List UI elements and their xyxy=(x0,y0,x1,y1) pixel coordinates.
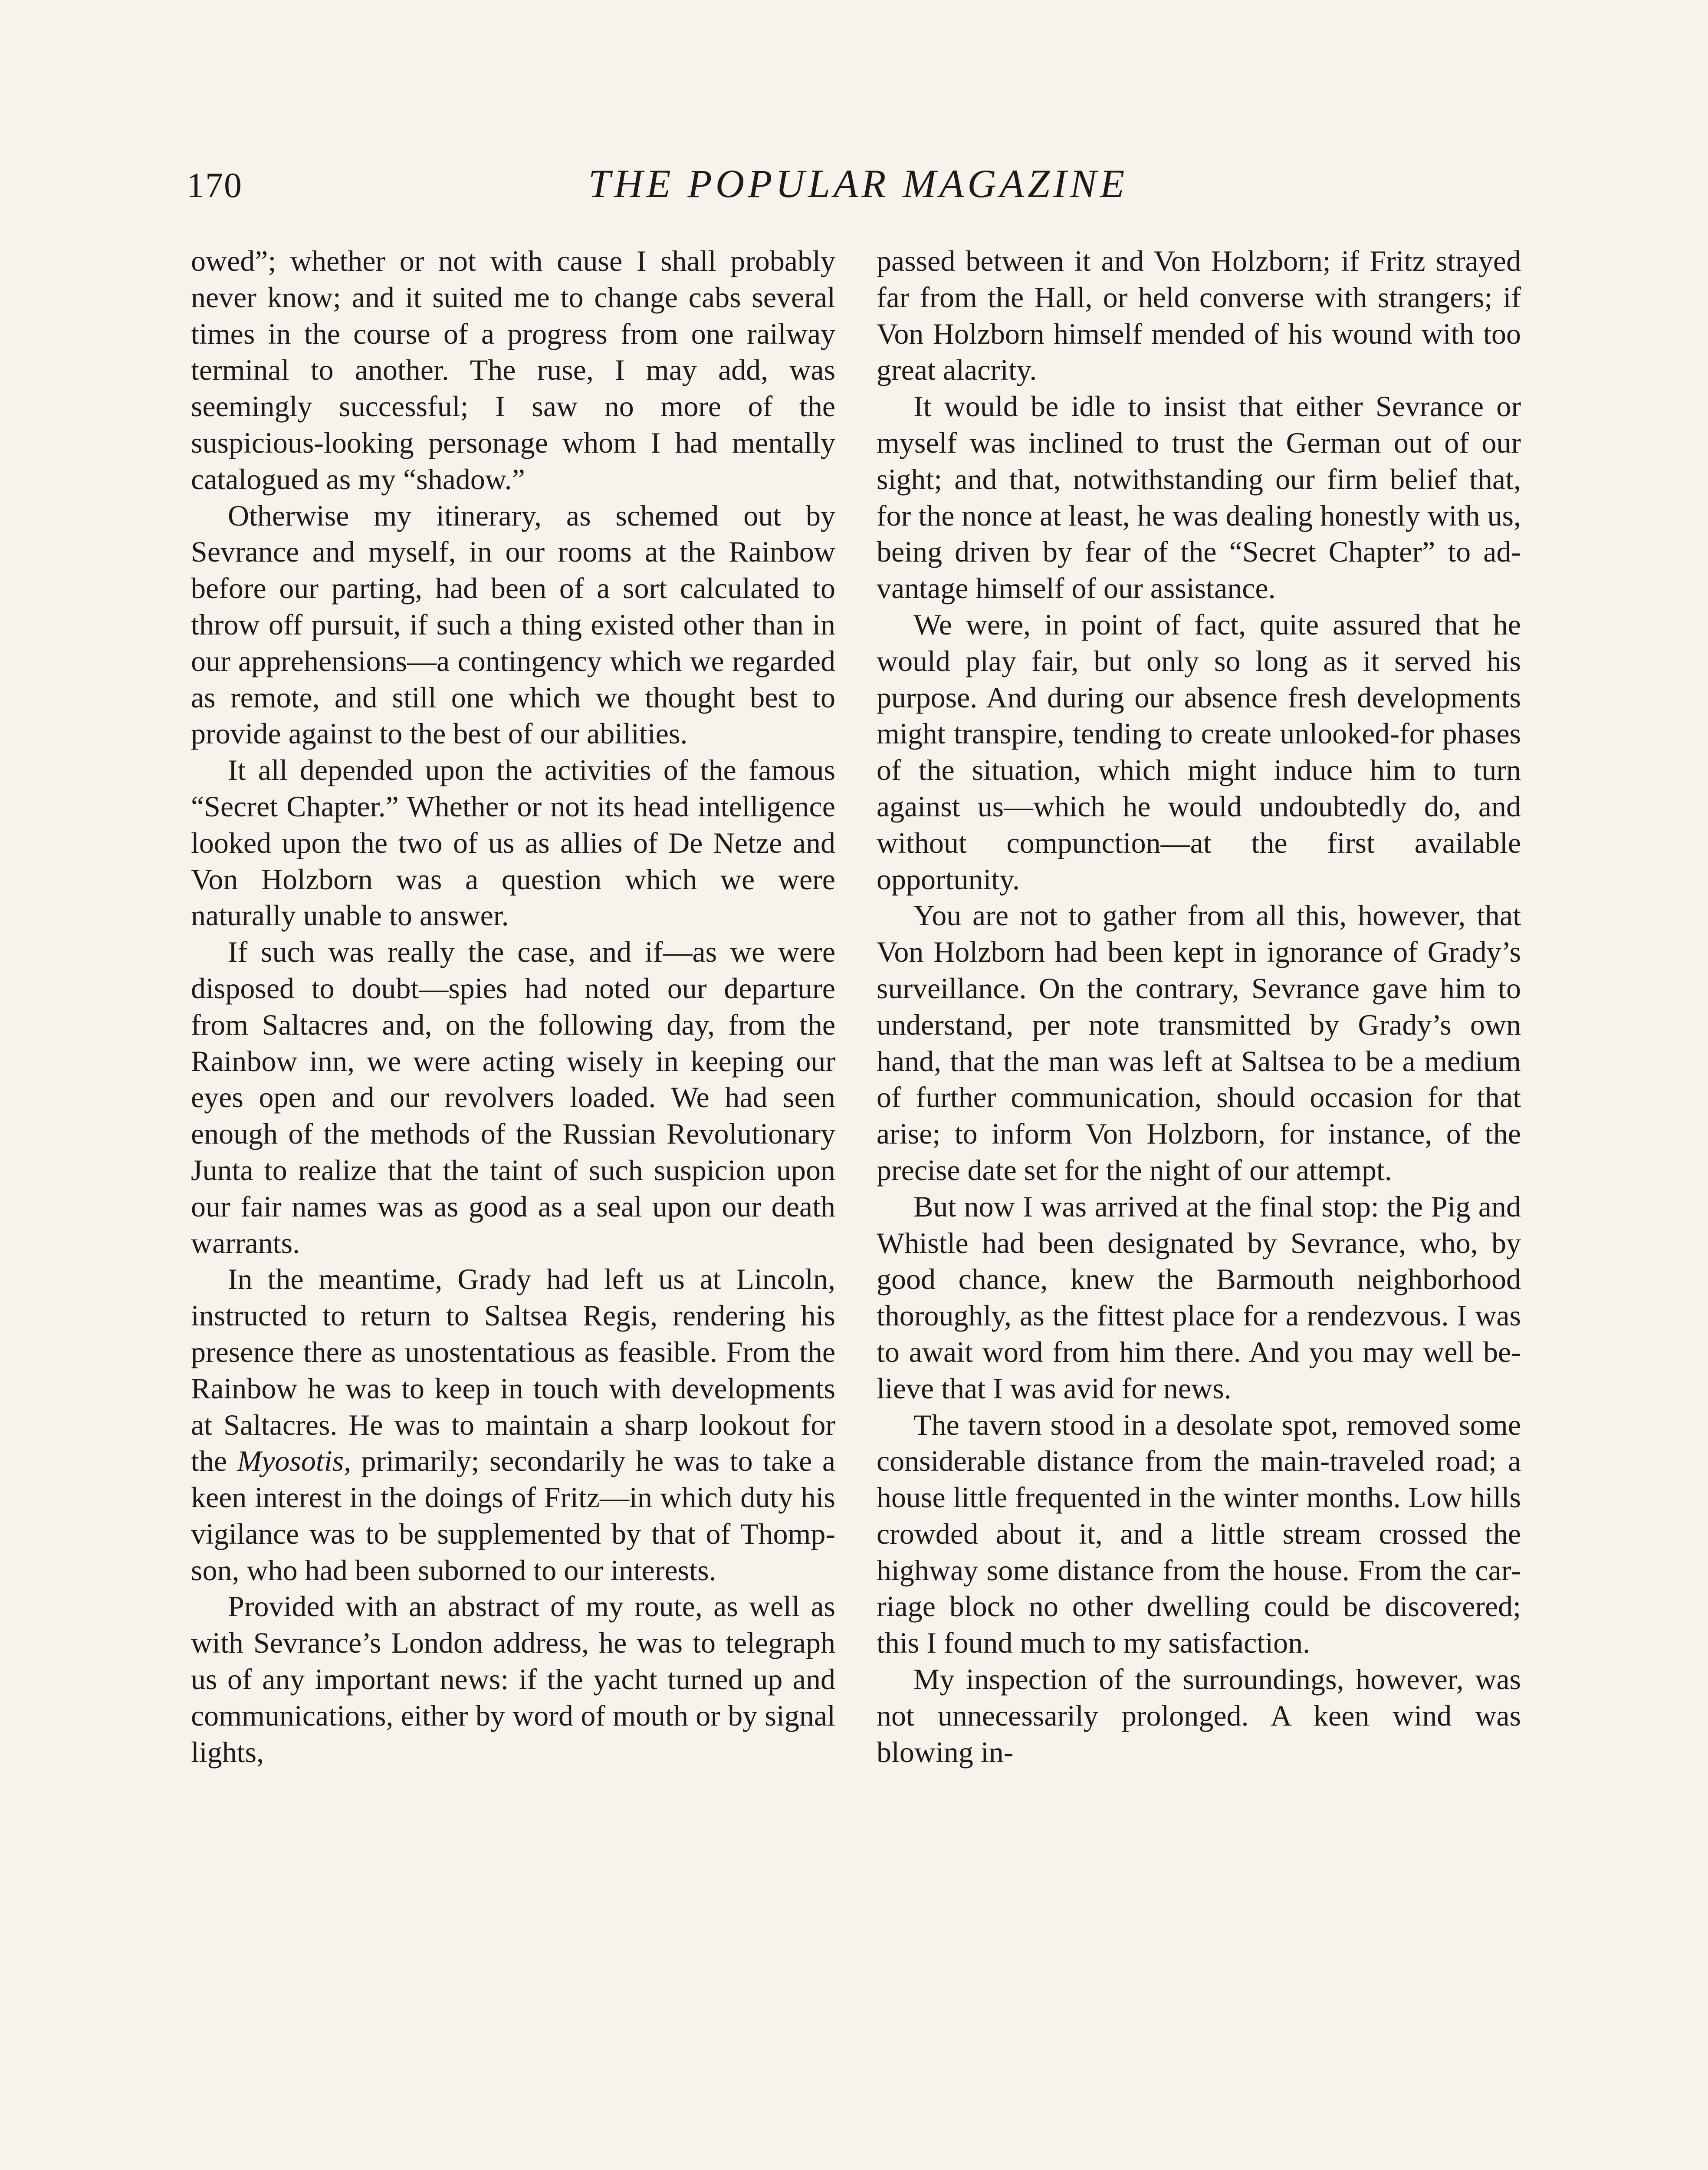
text-column-left xyxy=(191,243,835,2170)
paragraph: It all depended upon the activities of the famous “Secret Chapter.” Whether or not its head intelligence looked upon the two of us as allies of De Netze and Von Holzborn was a question which we were naturally unable to answer. xyxy=(191,753,835,932)
paragraph: My inspection of the surroundings, however, was not unnecessarily prolonged. A keen wind was blowing in- xyxy=(877,1663,1521,1769)
paragraph: It would be idle to insist that either Sevrance or myself was inclined to trust the German out of our sight; and that, notwithstanding our firm belief that, for the nonce at least, he was dealing honestly with us, being driven by fear of the “Secret Chapter” to advantage himself of our assistance. xyxy=(877,390,1521,605)
paragraph: The tavern stood in a desolate spot, removed some considerable distance from the main-traveled road; a house little frequented in the winter months. Low hills crowded about it, and a little stream crossed the highway some distance from the house. From the carriage block no other dwelling could be discovered; this I found much to my satisfaction. xyxy=(877,1408,1521,1660)
paragraph-text: In the meantime, Grady had left us at Lincoln, instructed to return to Saltsea Regis, rendering his presence there as unostentatious as feasible. From the Rainbow he was to keep in touch with developments at Saltacres. He was to maintain a sharp lookout for the xyxy=(191,1263,835,1478)
paragraph-text: primarily; secondarily he was to take a keen interest in the doings of Fritz—in which duty his vigilance was to be supplemented by that of Thompson, who had been suborned to our interests. xyxy=(191,1444,835,1587)
paragraph: If such was really the case, and if—as we were disposed to doubt—spies had noted our departure from Saltacres and, on the following day, from the Rainbow inn, we were acting wisely in keeping our eyes open and our revolvers loaded. We had seen enough of the methods of the Russian Revolutionary Junta to realize that the taint of such suspicion upon our fair names was as good as a seal upon our death warrants. xyxy=(191,935,835,1259)
paragraph: But now I was arrived at the final stop: the Pig and Whistle had been designated by Sevrance, who, by good chance, knew the Barmouth neighborhood thoroughly, as the fittest place for a rendezvous. I was to await word from him there. And you may well believe that I was avid for news. xyxy=(877,1190,1521,1405)
paragraph: owed”; whether or not with cause I shall probably never know; and it suited me to change cabs several times in the course of a progress from one railway terminal to another. The ruse, I may add, was seemingly successful; I saw no more of the suspicious-looking personage whom I had mentally catalogued as my “shadow.” xyxy=(191,244,835,496)
paragraph: Provided with an abstract of my route, as well as with Sevrance’s London address, he was to telegraph us of any important news: if the yacht turned up and communications, either by word of mouth or by signal lights, xyxy=(191,1590,835,1769)
page-number: 170 xyxy=(187,165,243,205)
magazine-title: THE POPULAR MAGAZINE xyxy=(588,161,1128,206)
paragraph: Otherwise my itinerary, as schemed out by Sevrance and myself, in our rooms at the Rainbow before our parting, had been of a sort calculated to throw off pursuit, if such a thing existed other than in our apprehensions—a contingency which we regarded as remote, and still one which we thought best to provide against to the best of our abilities. xyxy=(191,499,835,750)
running-head xyxy=(187,156,1530,226)
paragraph: We were, in point of fact, quite assured that he would play fair, but only so long as it served his purpose. And during our absence fresh developments might transpire, tending to create unlooked-for phases of the situation, which might induce him to turn against us—which he would undoubtedly do, and without compunction—at the first available opportunity. xyxy=(877,608,1521,896)
italic-ship-name: Myosotis, xyxy=(237,1444,351,1478)
paragraph: You are not to gather from all this, however, that Von Holzborn had been kept in ignorance of Grady’s surveillance. On the contrary, Sevrance gave him to understand, per note transmitted by Grady’s own hand, that the man was left at Saltsea to be a medium of further communication, should occasion for that arise; to inform Von Holzborn, for instance, of the precise date set for the night of our attempt. xyxy=(877,899,1521,1187)
paragraph xyxy=(191,1261,835,1588)
paragraph: passed between it and Von Holzborn; if Fritz strayed far from the Hall, or held converse with strangers; if Von Holzborn himself mended of his wound with too great alacrity. xyxy=(877,244,1521,387)
text-column-right xyxy=(877,243,1521,2170)
